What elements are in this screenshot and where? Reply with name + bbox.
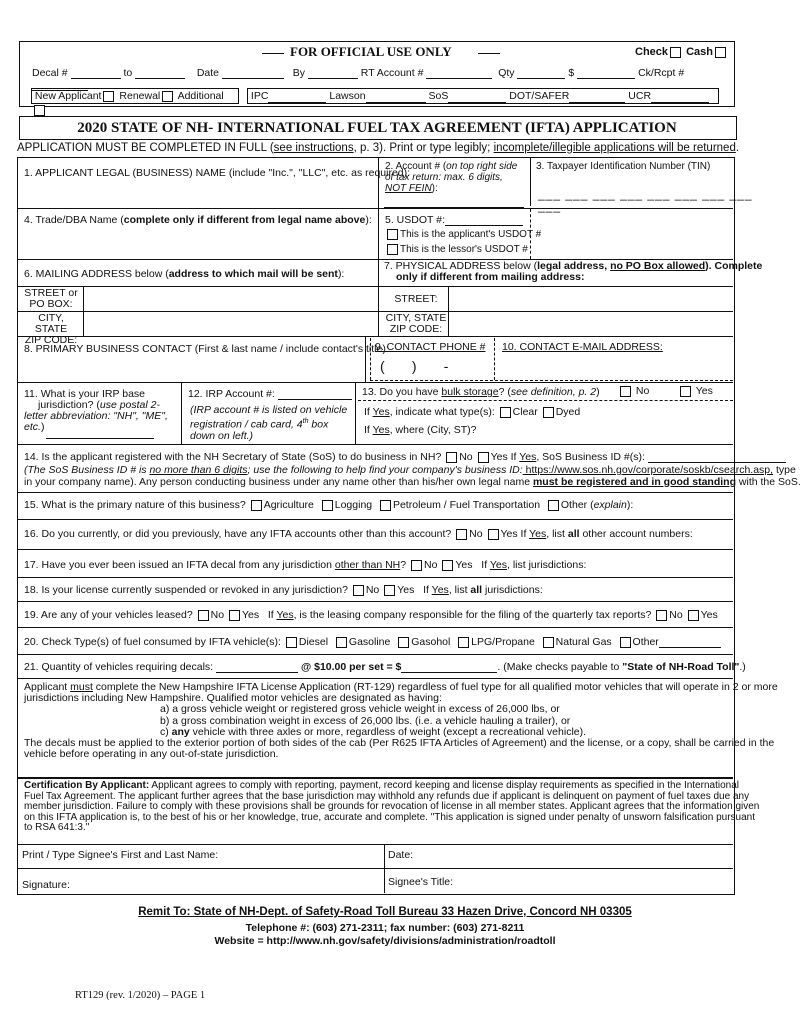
contact-phone-field[interactable]: ( ) - (380, 358, 449, 374)
mailing-street-label: STREET or PO BOX: (24, 287, 78, 310)
bulk-location-field[interactable] (480, 420, 730, 438)
field-4-label: 4. Trade/DBA Name (complete only if different from legal name above): (24, 214, 372, 226)
applicant-usdot-option: This is the applicant's USDOT # (385, 229, 541, 241)
signature-date-field[interactable] (416, 846, 730, 866)
signee-title-label: Signee's Title: (388, 876, 454, 888)
irp-jurisdiction-field[interactable] (46, 438, 154, 439)
bulk-no-checkbox[interactable] (620, 386, 631, 397)
bulk-yes-checkbox[interactable] (680, 386, 691, 397)
signee-title-field[interactable] (460, 870, 730, 892)
signee-name-field[interactable] (230, 846, 380, 866)
rt-account-field[interactable] (426, 67, 492, 79)
dot-safer-label: DOT/SAFER (509, 90, 570, 102)
bulk-storage-yes: Yes (678, 385, 713, 397)
field-16-label: 16. Do you currently, or did you previously, have any IFTA accounts other than this account? No Yes If Yes, list all other account numbers: (24, 528, 693, 540)
mailing-street-input[interactable] (84, 287, 378, 310)
signee-name-label: Print / Type Signee's First and Last Name: (22, 849, 219, 861)
other-fuel-field[interactable] (659, 636, 721, 648)
usdot-field[interactable] (445, 214, 523, 226)
page-number: RT129 (rev. 1/2020) – PAGE 1 (75, 990, 206, 1001)
by-label: By (292, 67, 305, 79)
ucr-field[interactable] (651, 92, 709, 103)
lawson-label: Lawson (329, 90, 366, 102)
remit-to-address: Remit To: State of NH-Dept. of Safety-Road Toll Bureau 33 Hazen Drive, Concord NH 03305 (138, 906, 632, 918)
lpg-checkbox[interactable] (458, 637, 469, 648)
gasohol-checkbox[interactable] (398, 637, 409, 648)
physical-street-label: STREET: (394, 293, 438, 305)
new-applicant-checkbox[interactable] (103, 91, 114, 102)
field-13-label: 13. Do you have bulk storage? (see definition, p. 2) (362, 386, 600, 398)
ifta-accounts-no-checkbox[interactable] (456, 529, 467, 540)
field-11-label: 11. What is your IRP base jurisdiction? (use postal 2-letter abbreviation: "NH", "ME", etc.) (24, 388, 168, 433)
decal-total-field[interactable] (401, 661, 497, 673)
leased-yes-checkbox[interactable] (229, 610, 240, 621)
dyed-checkbox[interactable] (543, 407, 554, 418)
irp-account-field[interactable] (278, 388, 352, 400)
to-label: to (123, 67, 133, 79)
suspended-yes-checkbox[interactable] (384, 585, 395, 596)
amount-field[interactable] (577, 67, 635, 79)
physical-street-input[interactable] (449, 287, 733, 310)
office-codes-box (247, 88, 719, 104)
sos-no-checkbox[interactable] (446, 452, 457, 463)
leased-no-checkbox[interactable] (198, 610, 209, 621)
field-1-label: 1. APPLICANT LEGAL (BUSINESS) NAME (include "Inc.", "LLC", etc. as required): (24, 167, 411, 179)
official-date-field[interactable] (222, 67, 284, 79)
ipc-field[interactable] (268, 92, 326, 103)
ck-rcpt-label: Ck/Rcpt # (638, 67, 685, 79)
field-10-label: 10. CONTACT E-MAIL ADDRESS: (502, 341, 663, 353)
mailing-city-label: CITY, STATE ZIP CODE: (24, 312, 78, 346)
diesel-checkbox[interactable] (286, 637, 297, 648)
suspended-no-checkbox[interactable] (353, 585, 364, 596)
physical-city-input[interactable] (449, 312, 733, 335)
other-nature-checkbox[interactable] (548, 500, 559, 511)
logging-checkbox[interactable] (322, 500, 333, 511)
cash-checkbox[interactable] (715, 47, 726, 58)
ifta-accounts-yes-checkbox[interactable] (488, 529, 499, 540)
leasing-responsible-no-checkbox[interactable] (656, 610, 667, 621)
signature-field[interactable] (80, 870, 380, 892)
natural-gas-checkbox[interactable] (543, 637, 554, 648)
lessor-usdot-option: This is the lessor's USDOT # (385, 244, 528, 256)
decal-other-yes-checkbox[interactable] (442, 560, 453, 571)
form-title: 2020 STATE OF NH- INTERNATIONAL FUEL TAX AGREEMENT (IFTA) APPLICATION (77, 120, 677, 136)
field-7-label: 7. PHYSICAL ADDRESS below (legal address, no PO Box allowed). Complete only if different from mailing address: (384, 260, 763, 283)
field-15-label: 15. What is the primary nature of this business? Agriculture Logging Petroleum / Fuel Transportation Other (explain): (24, 499, 634, 511)
renewal-checkbox[interactable] (162, 91, 173, 102)
sos-help-text: (The SoS Business ID # is no more than 6 digits; use the following to help find your company's business ID: https://www.sos.nh.gov/corporate/soskb/csearch.asp, type in your company name). Any person conducting business under any name other than his/her own legal name must be registered and in good standing with the SoS. (24, 464, 801, 488)
ucr-label: UCR (628, 90, 652, 102)
field-20-label: 20. Check Type(s) of fuel consumed by IFTA vehicle(s): Diesel Gasoline Gasohol LPG/Propane Natural Gas Other (24, 636, 721, 648)
decal-other-no-checkbox[interactable] (411, 560, 422, 571)
sos-yes-checkbox[interactable] (478, 452, 489, 463)
sos-label: SoS (428, 90, 449, 102)
field-12-label: 12. IRP Account #: (188, 388, 352, 400)
field-21-label: 21. Quantity of vehicles requiring decals: @ $10.00 per set = $ . (Make checks payable to "State of NH-Road Toll".) (24, 661, 746, 673)
dot-safer-field[interactable] (569, 92, 625, 103)
field-6-label: 6. MAILING ADDRESS below (address to which mail will be sent): (24, 268, 345, 280)
lessor-usdot-checkbox[interactable] (387, 244, 398, 255)
irp-account-note: (IRP account # is listed on vehicle registration / cab card, 4th box down on left.) (190, 404, 348, 442)
additional-label: Additional (177, 90, 224, 102)
mailing-city-input[interactable] (84, 312, 378, 335)
website-link[interactable]: Website = http://www.nh.gov/safety/divisions/administration/roadtoll (214, 935, 556, 947)
field-3-label: 3. Taxpayer Identification Number (TIN) (536, 161, 711, 172)
tin-field[interactable]: ___ ___ ___ ___ ___ ___ ___ ___ ___ (538, 187, 753, 213)
check-label: Check (635, 46, 669, 58)
cash-label: Cash (686, 46, 713, 58)
by-field[interactable] (308, 67, 358, 79)
gasoline-checkbox[interactable] (336, 637, 347, 648)
additional-checkbox[interactable] (34, 105, 45, 116)
applicant-usdot-checkbox[interactable] (387, 229, 398, 240)
sos-id-field[interactable] (648, 451, 786, 463)
field-8-label: 8. PRIMARY BUSINESS CONTACT (First & last name / include contact's title): (24, 343, 389, 355)
completion-notice: APPLICATION MUST BE COMPLETED IN FULL (see instructions, p. 3). Print or type legibly; incomplete/illegible applications will be returned. (17, 142, 740, 154)
telephone-fax: Telephone #: (603) 271-2311; fax number: (603) 271-8211 (245, 922, 525, 934)
field-9-label: 9. CONTACT PHONE # (375, 341, 486, 353)
payment-type-row (635, 46, 728, 58)
check-checkbox[interactable] (670, 47, 681, 58)
qty-label: Qty (498, 67, 515, 79)
petroleum-checkbox[interactable] (380, 500, 391, 511)
dollar-label: $ (568, 67, 575, 79)
decal-to-field[interactable] (135, 67, 185, 79)
field-19-label: 19. Are any of your vehicles leased? No Yes If Yes, is the leasing company responsible for the filing of the quarterly tax reports? No Yes (24, 609, 718, 621)
agriculture-checkbox[interactable] (251, 500, 262, 511)
clear-checkbox[interactable] (500, 407, 511, 418)
renewal-label: Renewal (119, 90, 161, 102)
certification-text: Certification By Applicant: Applicant agrees to comply with reporting, payment, record keeping and license display requirements as specified in the International Fuel Tax Agreement. The applicant further agrees that the base jurisdiction may withhold any refunds due if applicant is delinquent on payment of fuel taxes due any member jurisdiction. Failure to comply with these provisions shall be grounds for revocation of license in all member states. Applicant agrees that the information given on this IFTA application is, to the best of his or her knowledge, true, accurate and complete. "This application is signed under penalty of unsworn falsification pursuant to RSA 641:3." (24, 780, 760, 833)
physical-city-label: CITY, STATE ZIP CODE: (385, 312, 447, 335)
requirements-text: Applicant must complete the New Hampshire IFTA License Application (RT-129) regardless of fuel type for all qualified motor vehicles that will operate in 2 or more jurisdictions including New Hampshire. Qualified motor vehicles are designated as having: a) a gross vehicle weight or registered gross vehicle weight in excess of 26,000 lbs, or b) a gross combination weight in excess of 26,000 lbs. (i.e. a vehicle hauling a trailer), or c) any vehicle with three axles or more, regardless of weight (except a recreational vehicle). The decals must be applied to the exterior portion of both sides of the cab (Per R625 IFTA Articles of Agreement) and the license, or a copy, shall be carried in the vehicle before operating in any out-of-state jurisdiction. (24, 681, 778, 761)
official-use-title: FOR OFFICIAL USE ONLY (262, 46, 500, 58)
field-5-label: 5. USDOT #: (385, 214, 523, 226)
other-fuel-checkbox[interactable] (620, 637, 631, 648)
lawson-field[interactable] (366, 92, 426, 103)
decal-from-field[interactable] (71, 67, 121, 79)
new-applicant-label: New Applicant (34, 90, 102, 102)
field-2-label: 2. Account # (on top right side of tax return: max. 6 digits, NOT FEIN): (385, 161, 518, 194)
signature-label: Signature: (22, 879, 70, 891)
date-label: Date: (388, 849, 414, 861)
field-17-label: 17. Have you ever been issued an IFTA decal from any jurisdiction other than NH? No Yes If Yes, list jurisdictions: (24, 559, 587, 571)
rt-account-label: RT Account # (360, 67, 424, 79)
vehicle-quantity-field[interactable] (216, 661, 298, 673)
applicant-type-box (31, 88, 239, 104)
bulk-storage-no: No (618, 385, 649, 397)
field-18-label: 18. Is your license currently suspended or revoked in any jurisdiction? No Yes If Yes, list all jurisdictions: (24, 584, 543, 596)
sos-field[interactable] (448, 92, 506, 103)
date-label: Date (196, 67, 219, 79)
decal-label: Decal # (32, 67, 68, 79)
bulk-location-row: If Yes, where (City, ST)? (364, 424, 477, 436)
bulk-type-row: If Yes, indicate what type(s): Clear Dyed (364, 406, 581, 418)
qty-field[interactable] (517, 67, 565, 79)
leasing-responsible-yes-checkbox[interactable] (688, 610, 699, 621)
ipc-label: IPC (250, 90, 269, 102)
field-14-label: 14. Is the applicant registered with the NH Secretary of State (SoS) to do business in NH? No Yes If Yes, SoS Business ID #(s): (24, 451, 786, 463)
